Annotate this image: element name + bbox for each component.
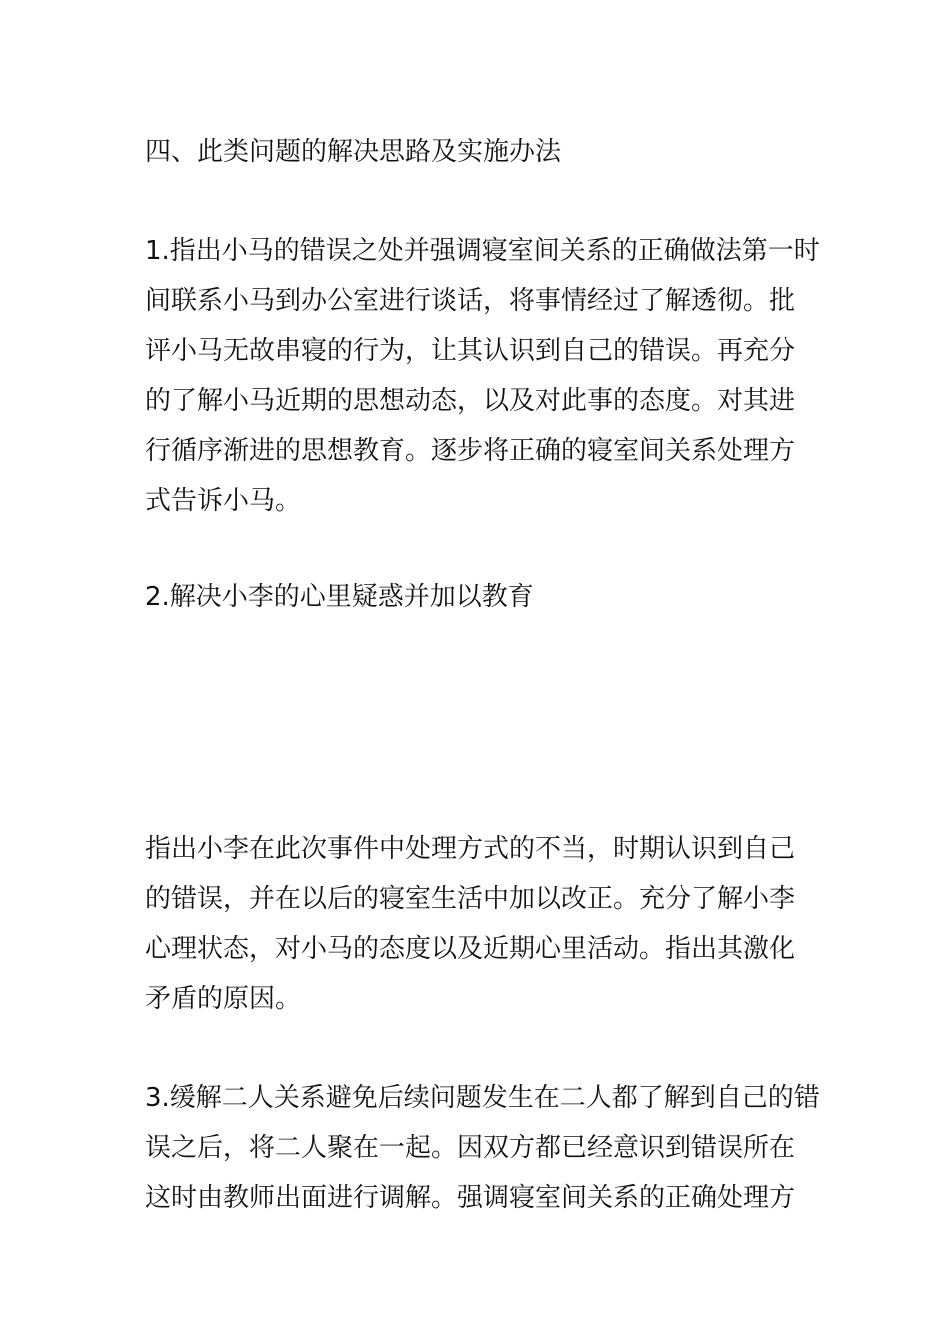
section-heading xyxy=(145,127,810,177)
paragraph-line: 评小马无故串寝的行为，让其认识到自己的错误。再充分 xyxy=(145,336,796,366)
paragraph-line: 这时由教师出面进行调解。强调寝室间关系的正确处理方 xyxy=(145,1183,796,1213)
paragraph-3 xyxy=(145,824,810,1024)
paragraph-line: 心理状态，对小马的态度以及近期心里活动。指出其激化 xyxy=(145,934,796,964)
paragraph-2 xyxy=(145,572,810,622)
paragraph-line: 3.缓解二人关系避免后续问题发生在二人都了解到自己的错 xyxy=(145,1083,820,1113)
paragraph-line: 2.解决小李的心里疑惑并加以教育 xyxy=(145,582,534,612)
paragraph-1 xyxy=(145,226,820,526)
paragraph-line: 指出小李在此次事件中处理方式的不当，时期认识到自己 xyxy=(145,834,796,864)
paragraph-line: 的错误，并在以后的寝室生活中加以改正。充分了解小李 xyxy=(145,884,796,914)
paragraph-line: 行循序渐进的思想教育。逐步将正确的寝室间关系处理方 xyxy=(145,436,796,466)
paragraph-4 xyxy=(145,1073,820,1223)
paragraph-line: 式告诉小马。 xyxy=(145,486,302,516)
paragraph-line: 矛盾的原因。 xyxy=(145,984,302,1014)
paragraph-line: 误之后，将二人聚在一起。因双方都已经意识到错误所在 xyxy=(145,1133,796,1163)
paragraph-line: 的了解小马近期的思想动态，以及对此事的态度。对其进 xyxy=(145,386,796,416)
paragraph-line: 1.指出小马的错误之处并强调寝室间关系的正确做法第一时 xyxy=(145,236,820,266)
paragraph-line: 间联系小马到办公室进行谈话，将事情经过了解透彻。批 xyxy=(145,286,796,316)
heading-text: 四、此类问题的解决思路及实施办法 xyxy=(145,137,562,167)
